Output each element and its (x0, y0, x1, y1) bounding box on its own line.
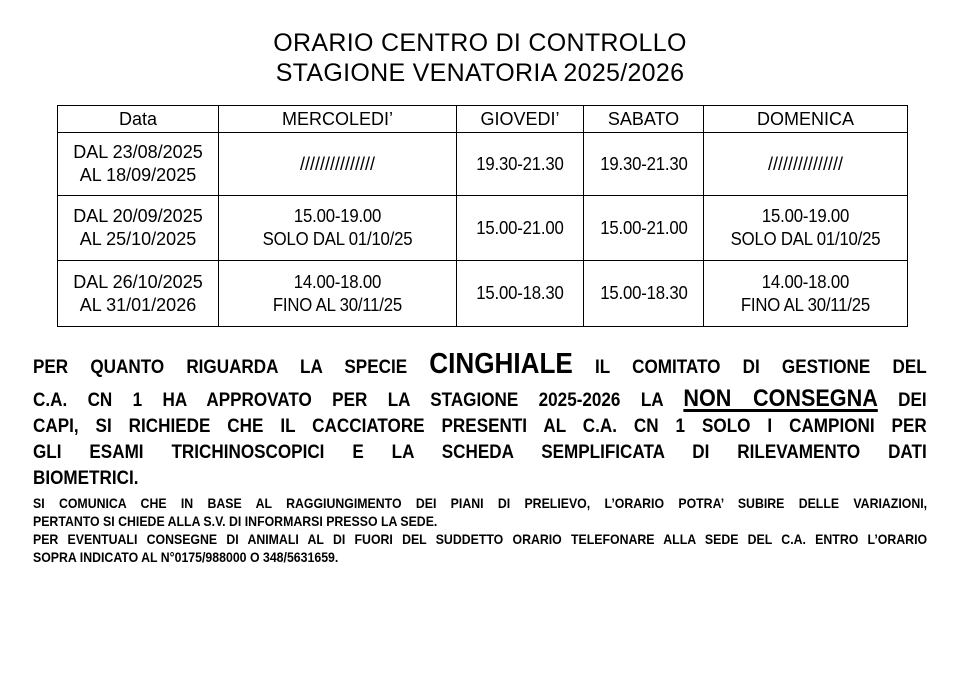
footnote (33, 494, 927, 566)
closed-cell: /////////////// (704, 133, 908, 196)
footnote-line-1: SI COMUNICA CHE IN BASE AL RAGGIUNGIMENTO DEI PIANI DI PRELIEVO, L’ORARIO POTRA’ SUBIRE DELLE VARIAZIONI, (33, 495, 928, 511)
closed-cell: /////////////// (219, 133, 457, 196)
notice-line-1 (33, 345, 927, 383)
time-cell (704, 196, 908, 261)
date-line: DAL 23/08/2025 (73, 142, 203, 162)
schedule-table (57, 105, 908, 327)
table-row (58, 196, 908, 261)
non-consegna-highlight: NON CONSEGNA (683, 385, 878, 412)
date-line: DAL 26/10/2025 (73, 271, 203, 292)
footnote-line-2: PERTANTO SI CHIEDE ALLA S.V. DI INFORMARSI PRESSO LA SEDE. (33, 513, 438, 529)
col-header-mercoledi: MERCOLEDI’ (219, 106, 457, 133)
time-note-line: FINO AL 30/11/25 (740, 294, 871, 315)
time-cell (219, 196, 457, 261)
date-range-cell (58, 133, 219, 196)
date-range-cell (58, 261, 219, 327)
notice-line-3: CAPI, SI RICHIEDE CHE IL CACCIATORE PRESENTI AL C.A. CN 1 SOLO I CAMPIONI PER (33, 416, 927, 437)
page-title-line-1: ORARIO CENTRO DI CONTROLLO (273, 29, 687, 57)
time-cell (219, 261, 457, 327)
footnote-line-3: PER EVENTUALI CONSEGNE DI ANIMALI AL DI FUORI DEL SUDDETTO ORARIO TELEFONARE ALLA SEDE DEL C.A. ENTRO L’ORARIO (33, 531, 928, 547)
date-line: AL 31/01/2026 (79, 294, 197, 315)
date-range-cell (58, 196, 219, 261)
time-line: 14.00-18.00 (761, 271, 850, 292)
notice-line-5: BIOMETRICI. (33, 468, 139, 489)
date-line: AL 25/10/2025 (79, 229, 197, 249)
time-note-line: SOLO DAL 01/10/25 (730, 229, 881, 249)
table-row (58, 133, 908, 196)
time-cell: 19.30-21.30 (457, 133, 584, 196)
time-cell: 15.00-18.30 (584, 261, 704, 327)
date-line: DAL 20/09/2025 (73, 206, 203, 226)
col-header-giovedi: GIOVEDI’ (457, 106, 584, 133)
notice-line-4: GLI ESAMI TRICHINOSCOPICI E LA SCHEDA SEMPLIFICATA DI RILEVAMENTO DATI (33, 442, 927, 463)
table-header-row (58, 106, 908, 133)
notice-text: DEI (898, 390, 927, 411)
cinghiale-notice (33, 345, 927, 492)
notice-text: PER QUANTO RIGUARDA LA SPECIE (33, 357, 408, 378)
notice-text: IL COMITATO DI GESTIONE DEL (595, 357, 927, 378)
time-line: 15.00-19.00 (293, 206, 382, 226)
time-note-line: SOLO DAL 01/10/25 (262, 229, 413, 249)
time-cell: 19.30-21.30 (584, 133, 704, 196)
col-header-sabato: SABATO (584, 106, 704, 133)
time-cell: 15.00-21.00 (584, 196, 704, 261)
time-line: 15.00-19.00 (761, 206, 850, 226)
col-header-data: Data (58, 106, 219, 133)
notice-text: C.A. CN 1 HA APPROVATO PER LA STAGIONE 2025-2026 LA (33, 390, 663, 411)
page-title (0, 28, 960, 88)
page-title-line-2: STAGIONE VENATORIA 2025/2026 (275, 59, 685, 87)
footnote-line-4: SOPRA INDICATO AL N°0175/988000 O 348/5631659. (33, 549, 339, 565)
date-line: AL 18/09/2025 (79, 165, 197, 185)
species-name: CINGHIALE (429, 348, 573, 380)
time-cell (704, 261, 908, 327)
col-header-domenica: DOMENICA (704, 106, 908, 133)
notice-line-2 (33, 383, 927, 414)
time-cell: 15.00-21.00 (457, 196, 584, 261)
time-cell: 15.00-18.30 (457, 261, 584, 327)
time-line: 14.00-18.00 (293, 271, 382, 292)
table-row (58, 261, 908, 327)
time-note-line: FINO AL 30/11/25 (272, 294, 403, 315)
